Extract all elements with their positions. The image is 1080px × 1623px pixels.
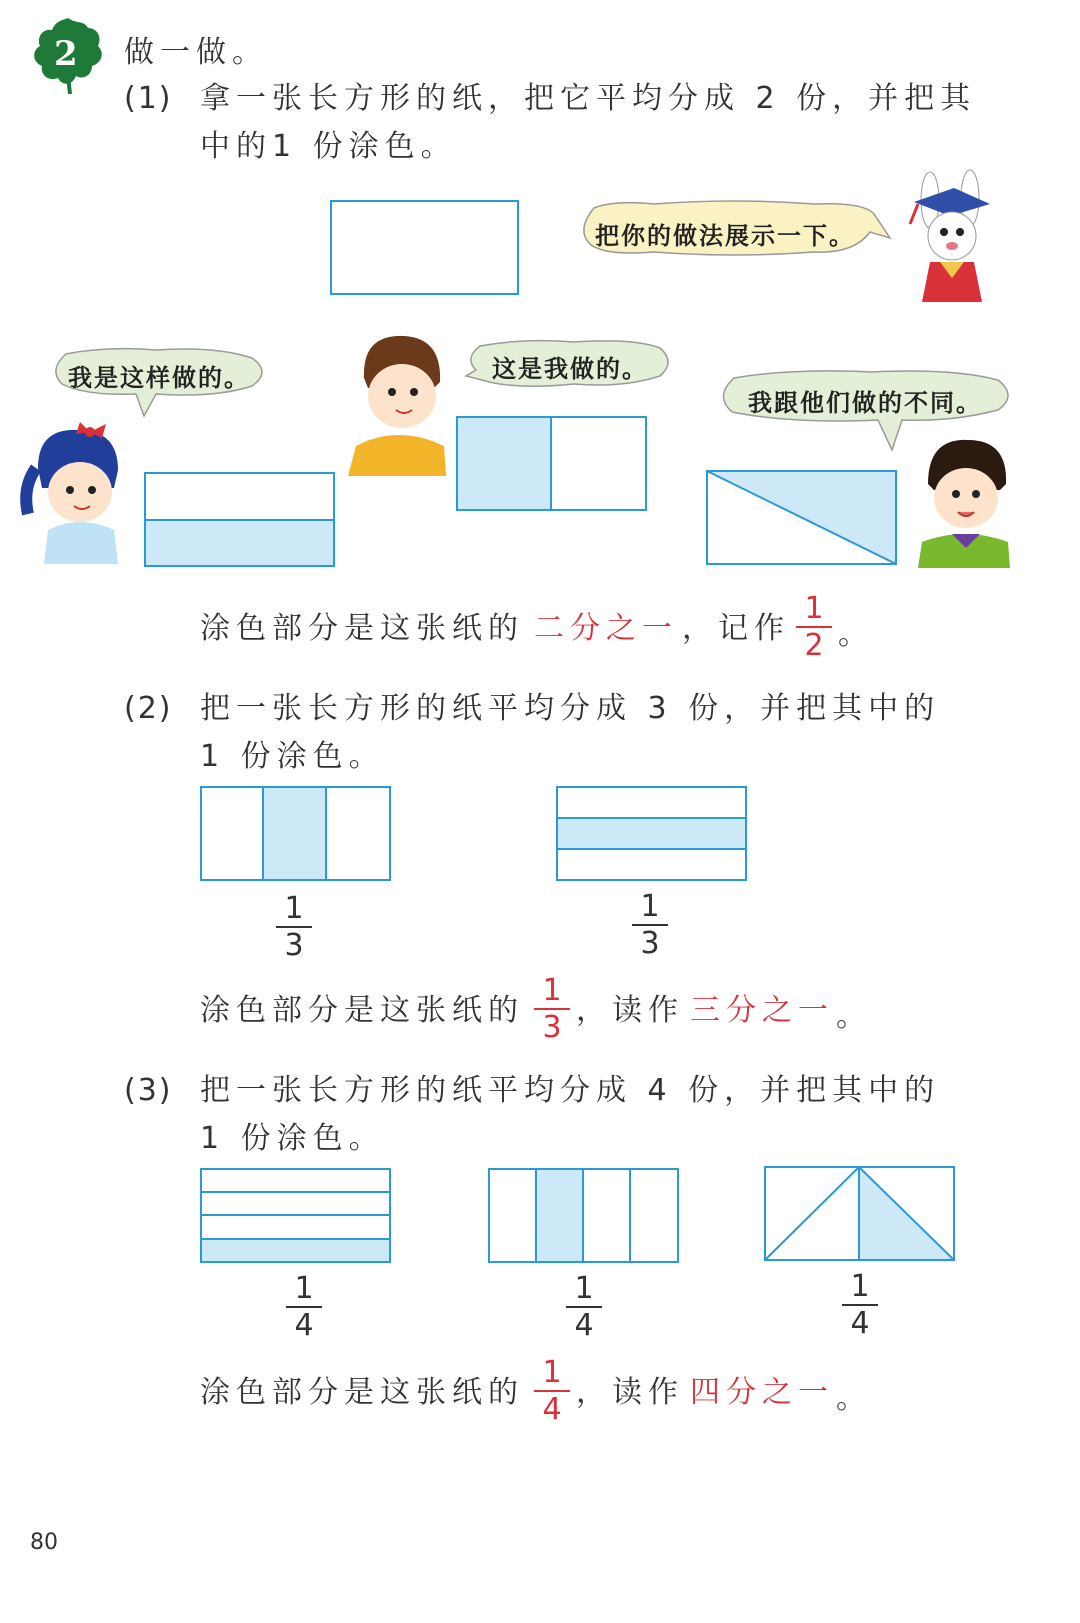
half-figure-horizontal	[144, 472, 336, 568]
part1-instruction-line2: 中的1 份涂色。	[200, 129, 457, 164]
fraction-denominator: 3	[640, 926, 660, 961]
part2-conclusion-text: 涂色部分是这张纸的	[200, 993, 524, 1028]
fraction-numerator: 1	[640, 889, 660, 924]
fraction-denominator: 4	[574, 1308, 594, 1343]
part2-figure1-fraction	[276, 891, 312, 963]
fraction-denominator: 3	[284, 928, 304, 963]
part2-conclusion-end: 。	[836, 999, 872, 1034]
girl-speech-text: 我是这样做的。	[68, 364, 250, 392]
fraction-denominator: 2	[804, 628, 824, 663]
part3-fraction-one-quarter	[534, 1355, 570, 1427]
part1-conclusion-middle: ，记作	[682, 611, 790, 646]
fraction-numerator: 1	[294, 1271, 314, 1306]
half-figure-vertical	[456, 416, 648, 512]
fraction-numerator: 1	[574, 1271, 594, 1306]
quarter-figure-horizontal	[200, 1168, 392, 1264]
quarter-figure-vertical	[488, 1168, 680, 1264]
badge-number: 2	[54, 34, 78, 74]
part3-conclusion-middle: ，读作	[576, 1375, 684, 1410]
boy2-speech-text: 我跟他们做的不同。	[748, 389, 982, 417]
fraction-numerator: 1	[804, 591, 824, 626]
part3-figure3-fraction	[842, 1269, 878, 1341]
rabbit-speech-text: 把你的做法展示一下。	[595, 222, 855, 250]
part2-fraction-one-third	[534, 973, 570, 1045]
part2-figure2-fraction	[632, 889, 668, 961]
part1-fraction-one-half	[796, 591, 832, 663]
part2-instruction-line1: 把一张长方形的纸平均分成 3 份，并把其中的	[200, 691, 941, 726]
boy1-speech-bubble	[464, 336, 676, 396]
part1-conclusion-text: 涂色部分是这张纸的	[200, 611, 524, 646]
fraction-denominator: 4	[294, 1308, 314, 1343]
rabbit-speech-bubble	[574, 198, 892, 262]
part1-label: (1)	[124, 81, 173, 116]
fraction-denominator: 3	[542, 1010, 562, 1045]
part3-figure2-fraction	[566, 1271, 602, 1343]
half-figure-diagonal	[706, 470, 898, 566]
blank-rectangle	[330, 200, 520, 296]
part3-instruction-line1: 把一张长方形的纸平均分成 4 份，并把其中的	[200, 1073, 941, 1108]
third-figure-vertical	[200, 786, 392, 882]
fraction-denominator: 4	[542, 1392, 562, 1427]
part2-conclusion-red-words: 三分之一	[690, 993, 834, 1028]
part3-label: (3)	[124, 1073, 173, 1108]
part2-conclusion-middle: ，读作	[576, 993, 684, 1028]
third-figure-horizontal	[556, 786, 748, 882]
fraction-numerator: 1	[850, 1269, 870, 1304]
rabbit-graduate-illustration	[900, 170, 1000, 310]
part3-conclusion-red-words: 四分之一	[690, 1375, 834, 1410]
section-heading: 做一做。	[124, 35, 268, 70]
fraction-numerator: 1	[542, 973, 562, 1008]
fraction-numerator: 1	[542, 1355, 562, 1390]
part3-conclusion-end: 。	[836, 1381, 872, 1416]
girl-speech-bubble	[46, 344, 272, 418]
fraction-denominator: 4	[850, 1306, 870, 1341]
quarter-figure-triangles	[764, 1166, 956, 1262]
part1-conclusion-red-words: 二分之一	[534, 611, 678, 646]
part3-figure1-fraction	[286, 1271, 322, 1343]
boy-yellow-shirt-illustration	[342, 326, 452, 476]
girl-illustration	[18, 418, 134, 564]
fraction-numerator: 1	[284, 891, 304, 926]
part3-conclusion-text: 涂色部分是这张纸的	[200, 1375, 524, 1410]
boy-green-shirt-illustration	[914, 434, 1014, 568]
part3-instruction-line2: 1 份涂色。	[200, 1121, 385, 1156]
part2-instruction-line2: 1 份涂色。	[200, 739, 385, 774]
page-number: 80	[30, 1530, 58, 1555]
boy1-speech-text: 这是我做的。	[492, 355, 648, 383]
part1-conclusion-end: 。	[838, 617, 874, 652]
part2-label: (2)	[124, 691, 173, 726]
part1-instruction-line1: 拿一张长方形的纸，把它平均分成 2 份，并把其	[200, 81, 977, 116]
